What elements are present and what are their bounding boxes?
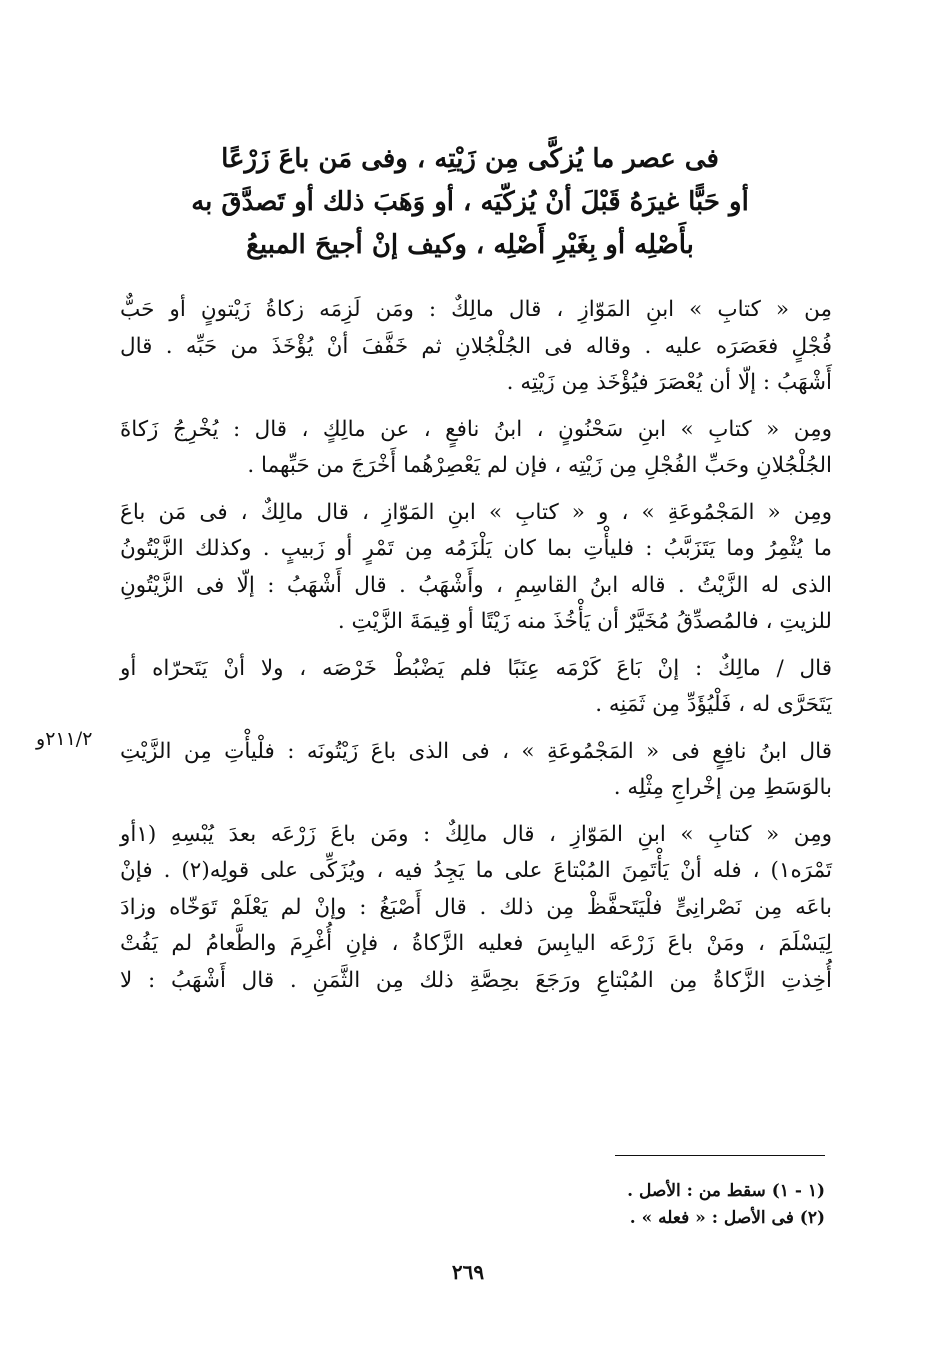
footnote-divider — [615, 1155, 825, 1156]
text-line: قال / مالِكٌ : إنْ بَاعَ كَرْمَه عِنَبًا فلم يَضْبُطْ خَرْصَه ، ولا أنْ يَتَحرّاه أو — [120, 655, 832, 681]
text-line: ومِن « المَجْمُوعَةِ » ، و « كتابِ » ابنِ المَوّازِ ، قال مالِكٌ ، فى مَن باعَ — [120, 499, 832, 525]
text-line: يَتَحَرَّى له ، فَلْيُؤَدِّ مِن ثَمَنِه . — [595, 692, 832, 717]
footnotes — [400, 1178, 825, 1232]
text-line: أُخِذتِ الزَّكاةُ مِن المُبْتاعِ ورَجَعَ بحِصَّةِ ذلك مِن الثَّمَنِ . قال أَشْهَبُ : لا — [120, 967, 832, 993]
heading-line: أو حَبًّا غيرَهُ قَبْلَ أنْ يُزكّيَه ، أو وَهَبَ ذلك أو تَصدَّقَ به — [191, 187, 749, 217]
text-line: باعَه مِن نَصْرانِىٍّ فلْيَتَحفَّظْ مِن ذلك . قال أَصْبَغُ : وإنْ لم يَعْلَمْ تَوَخّاه وزادَ — [120, 894, 832, 920]
paragraph — [120, 495, 832, 641]
footnote: (٢) فى الأصل : « فعله » . — [629, 1208, 825, 1228]
paragraph — [120, 651, 832, 724]
page-number: ٢٦٩ — [451, 1260, 485, 1284]
chapter-heading — [150, 138, 790, 267]
text-line: لِيَسْلَمَ ، ومَنْ باعَ زَرْعَه اليابِسَ فعليه الزَّكاةُ ، فإنِ أُغْرِمَ والطَّعامُ لم يَفُتْ — [120, 931, 832, 956]
heading-line: بأَصْلِه أو بِغَيْرِ أَصْلِه ، وكيف إنْ أجيحَ المبيعُ — [246, 230, 694, 260]
paragraph — [120, 817, 832, 1000]
text-line: ما يُثْمِرُ وما يَتَزَبَّبُ : فليأْتِ بما كان يَلْزَمُه مِن تَمْرٍ أو زَبيبٍ . وكذلك الزَّيْتُونُ — [120, 536, 832, 561]
text-line: ومِن « كتابِ » ابنِ سَحْنُونٍ ، ابنُ نافعٍ ، عن مالِكٍ ، قال : يُخْرِجُ زَكاةَ — [120, 416, 832, 442]
text-line: للزيتِ ، فالمُصدِّقُ مُخَيَّرٌ أن يَأْخُذَ منه زَيْتًا أو قِيمَةَ الزَّيْتِ . — [337, 609, 832, 634]
body-text — [120, 292, 832, 1009]
manuscript-folio-reference: ٢١١/٢و — [36, 728, 93, 750]
text-line: فُجْلٍ فعَصَرَه عليه . وقاله فى الجُلْجُلانِ ثم خَفَّفَ أنْ يُؤْخَذَ من حَبِّه . قال — [120, 333, 832, 359]
text-line: الذى له الزَّيْتُ . قاله ابنُ القاسِمِ ، وأَشْهَبُ . قال أَشْهَبُ : إلّا فى الزَّيْتُونِ — [120, 572, 832, 598]
text-line: بالوَسَطِ مِن إخْراجِ مِثْلِه . — [613, 775, 832, 800]
text-line: الجُلْجُلانِ وحَبِّ الفُجْلِ مِن زَيْتِه ، فإن لم يَعْصِرْهُما أَخْرَجَ من حَبِّهما . — [247, 453, 832, 478]
text-line: أَشْهَبُ : إلّا أن يُعْصَرَ فيُؤْخَذ مِن زَيْتِه . — [506, 370, 832, 395]
text-line: قال ابنُ نافِعٍ فى « المَجْمُوعَةِ » ، فى الذى باعَ زَيْتُونَه : فلْيأْتِ مِن الزَّيْتِ — [120, 738, 832, 764]
text-line: ومِن « كتابِ » ابنِ المَوّازِ ، قال مالِكٌ : ومَن باعَ زَرْعَه بعدَ يُبْسِهِ (١أو — [120, 821, 832, 847]
paragraph — [120, 412, 832, 485]
text-line: تَمْرَه١) ، فله أنْ يَأْتَمِنَ المُبْتاعَ على ما يَجِدُ فيه ، ويُزَكِّى على قولِه(٢) . فإنْ — [120, 858, 832, 883]
footnote: (١ - ١) سقط من : الأصل . — [627, 1181, 825, 1201]
text-line: مِن « كتابِ » ابنِ المَوّازِ ، قال مالِكٌ : ومَن لَزِمَه زكاةُ زَيْتونٍ أو حَبٌّ — [120, 297, 832, 322]
paragraph — [120, 292, 832, 402]
heading-line: فى عصر ما يُزكَّى مِن زَيْتِه ، وفى مَن باعَ زَرْعًا — [221, 144, 719, 174]
paragraph — [120, 734, 832, 807]
